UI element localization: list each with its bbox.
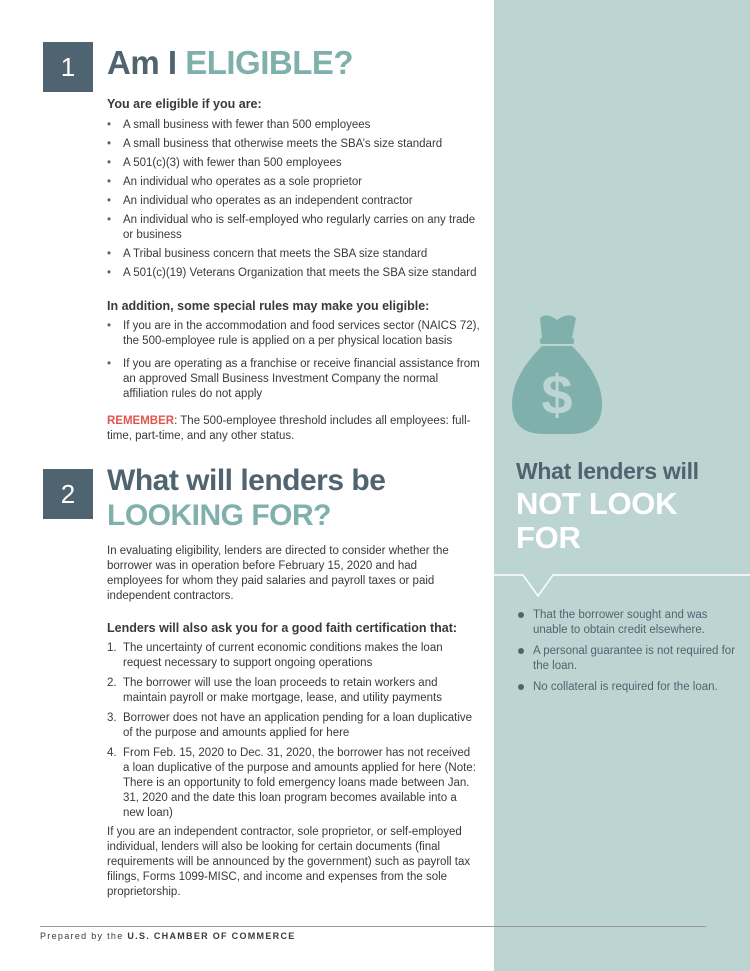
eligible-heading: You are eligible if you are: — [107, 97, 262, 111]
certification-list-item — [107, 641, 477, 671]
not-look-for-title — [516, 457, 736, 555]
section-2-number: 2 — [43, 469, 93, 519]
eligible-list — [107, 118, 482, 285]
special-rules-list-item: • If you are in the accommodation and food services sector (NAICS 72), the 500-employee rule is applied on a per physical location basis — [107, 319, 482, 349]
not-look-for-list — [516, 608, 736, 701]
certification-list-item — [107, 711, 477, 741]
not-look-for-title-plain: What lenders will — [516, 458, 699, 484]
section-2-title-plain: What will lenders be — [107, 464, 386, 497]
footer-prefix: Prepared by the — [40, 931, 128, 941]
money-bag-icon — [510, 312, 604, 438]
footer-org: U.S. CHAMBER OF COMMERCE — [127, 931, 296, 941]
certification-item-number: 1. — [107, 642, 117, 654]
eligible-list-item: • A 501(c)(3) with fewer than 500 employees — [107, 156, 482, 171]
eligible-list-item: • A small business that otherwise meets the SBA’s size standard — [107, 137, 482, 152]
section-divider — [494, 560, 750, 600]
footer-divider — [40, 926, 706, 927]
certification-item-text: The uncertainty of current economic conditions makes the loan request necessary to support ongoing operations — [123, 642, 443, 669]
certification-list — [107, 641, 477, 826]
not-look-for-title-accent: NOT LOOK FOR — [516, 486, 678, 555]
remember-label: REMEMBER — [107, 415, 175, 427]
section-1-title — [107, 44, 353, 82]
certification-item-text: From Feb. 15, 2020 to Dec. 31, 2020, the borrower has not received a loan duplicative of the purpose and amounts applied for here (Note: There is an opportunity to fold emergency loans made between Jan. 31, 2020 and the date this loan program becomes available into a new loan) — [123, 747, 476, 819]
remember-text: : The 500-employee threshold includes all employees: full-time, part-time, and any other status. — [107, 415, 471, 442]
section-2-intro: In evaluating eligibility, lenders are directed to consider whether the borrower was in operation before February 15, 2020 and had employees for whom they paid salaries and payroll taxes or paid independent contractors. — [107, 545, 449, 602]
certification-item-text: The borrower will use the loan proceeds to retain workers and maintain payroll or make mortgage, lease, and utility payments — [123, 677, 442, 704]
certification-item-number: 2. — [107, 677, 117, 689]
section-2-title-accent: LOOKING FOR? — [107, 499, 331, 532]
footer-credit — [40, 931, 296, 941]
not-look-for-list-item: No collateral is required for the loan. — [516, 680, 736, 695]
section-1-number: 1 — [43, 42, 93, 92]
eligible-list-item: • An individual who is self-employed who regularly carries on any trade or business — [107, 213, 482, 243]
eligible-list-item: • A small business with fewer than 500 employees — [107, 118, 482, 133]
certification-list-item — [107, 676, 477, 706]
eligible-list-item: • A Tribal business concern that meets the SBA size standard — [107, 247, 482, 262]
section-2-closing: If you are an independent contractor, sole proprietor, or self-employed individual, lenders will also be looking for certain documents (final requirements will be announced by the government) such as payroll tax filings, Forms 1099-MISC, and income and expenses from the sole proprietorship. — [107, 826, 471, 898]
certification-list-item — [107, 746, 477, 821]
special-rules-list-item: • If you are operating as a franchise or receive financial assistance from an approved Small Business Investment Company the normal affiliation rules do not apply — [107, 357, 482, 402]
svg-text:$: $ — [541, 363, 573, 426]
certification-item-number: 3. — [107, 712, 117, 724]
section-2-title — [107, 463, 385, 533]
not-look-for-list-item: That the borrower sought and was unable to obtain credit elsewhere. — [516, 608, 736, 638]
certification-item-number: 4. — [107, 747, 117, 759]
special-rules-heading: In addition, some special rules may make you eligible: — [107, 299, 430, 313]
eligible-list-item: • An individual who operates as a sole proprietor — [107, 175, 482, 190]
section-1-title-plain: Am I — [107, 44, 186, 81]
eligible-list-item: • A 501(c)(19) Veterans Organization that meets the SBA size standard — [107, 266, 482, 281]
eligible-list-item: • An individual who operates as an independent contractor — [107, 194, 482, 209]
section-1-title-accent: ELIGIBLE? — [185, 44, 354, 81]
certification-item-text: Borrower does not have an application pending for a loan duplicative of the purpose and amounts applied for here — [123, 712, 473, 739]
not-look-for-list-item: A personal guarantee is not required for the loan. — [516, 644, 736, 674]
remember-note — [107, 414, 477, 444]
certification-heading: Lenders will also ask you for a good faith certification that: — [107, 621, 458, 635]
special-rules-list — [107, 319, 482, 410]
